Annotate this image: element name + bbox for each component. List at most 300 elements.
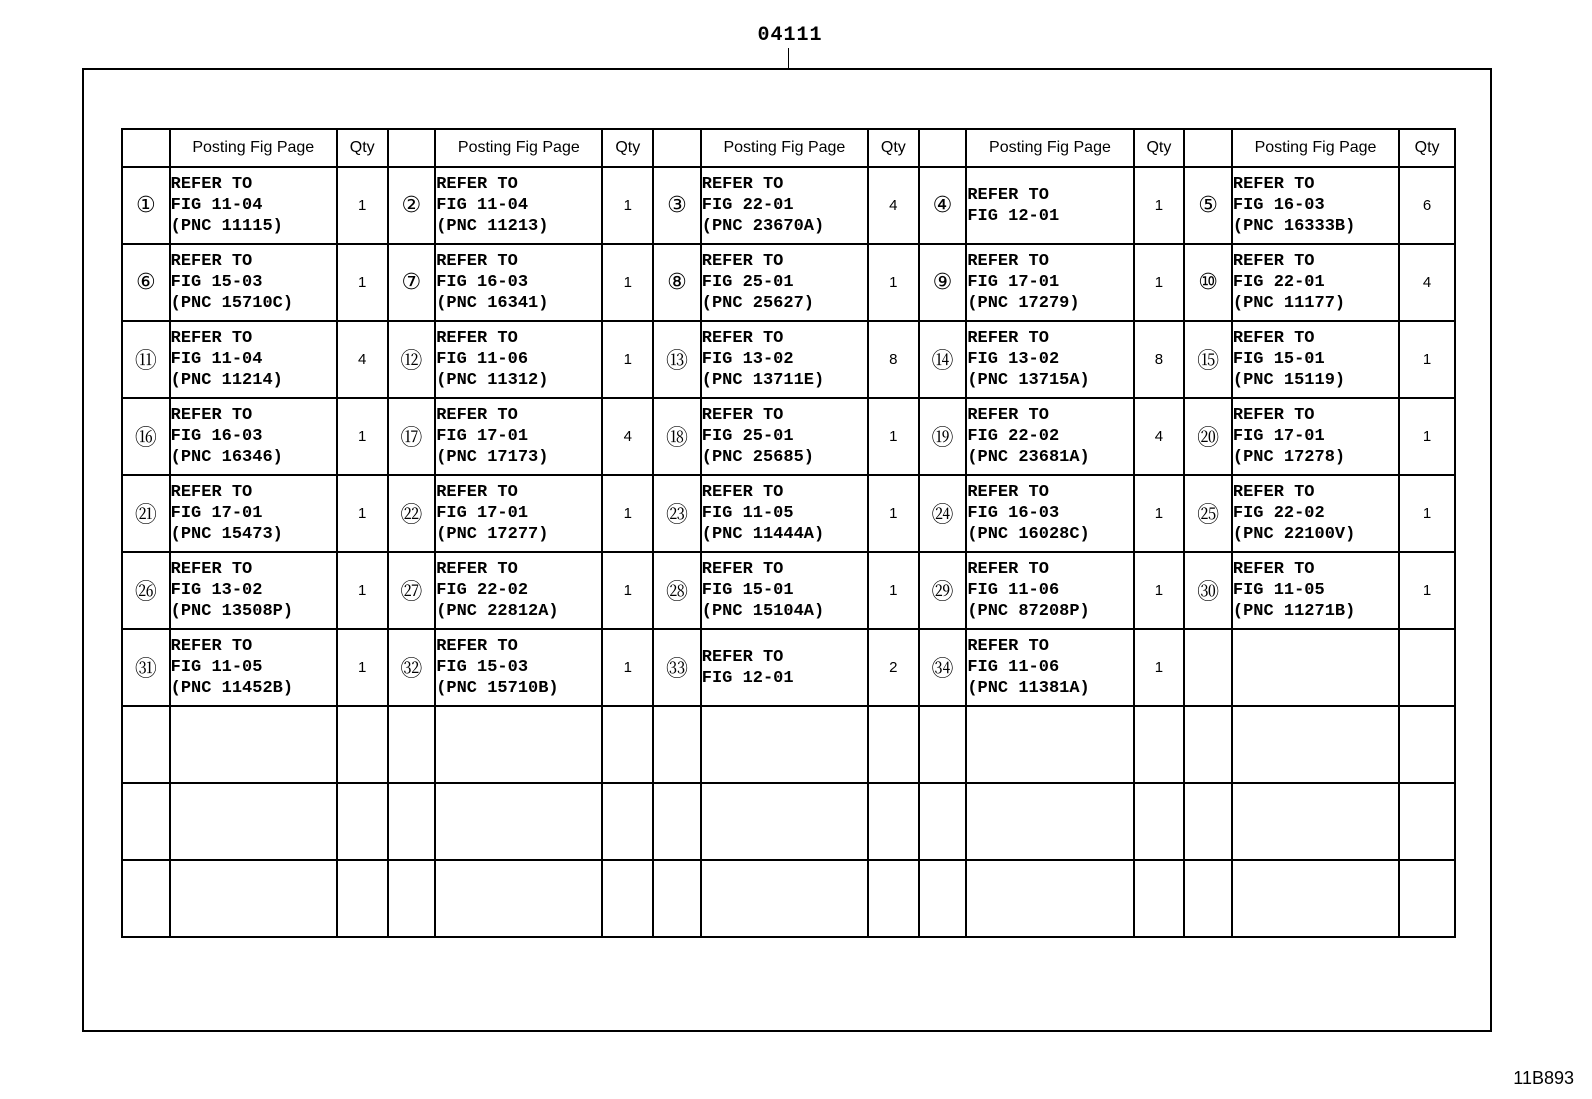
empty-cell xyxy=(170,706,337,783)
reference-line1: REFER TO xyxy=(701,647,784,667)
part-number: 04111 xyxy=(757,24,823,47)
quantity: 1 xyxy=(337,552,388,629)
reference-cell xyxy=(1232,629,1399,706)
reference-cell xyxy=(1232,321,1399,398)
empty-cell xyxy=(966,783,1133,860)
quantity: 1 xyxy=(1399,552,1455,629)
reference-line1: REFER TO xyxy=(701,252,784,271)
reference-cell xyxy=(170,475,337,552)
reference-line3: (PNC 25685) xyxy=(701,448,814,467)
reference-line1: REFER TO xyxy=(701,175,784,194)
empty-cell xyxy=(435,706,602,783)
empty-cell xyxy=(919,706,967,783)
reference-line2: FIG 16-03 xyxy=(170,427,263,446)
figure-code: 11B893 xyxy=(1513,1068,1574,1088)
reference-line1: REFER TO xyxy=(170,637,253,656)
reference-line2: FIG 16-03 xyxy=(1232,196,1325,215)
reference-line3: (PNC 13715A) xyxy=(967,371,1090,390)
empty-cell xyxy=(1184,860,1232,937)
reference-line1: REFER TO xyxy=(170,483,253,502)
reference-line2: FIG 11-04 xyxy=(436,196,529,215)
empty-cell xyxy=(653,860,701,937)
item-number: ㉒ xyxy=(388,475,436,552)
reference-line3: (PNC 15710C) xyxy=(170,294,294,313)
reference-line3: (PNC 25627) xyxy=(701,294,814,313)
reference-cell xyxy=(966,552,1133,629)
reference-line2: FIG 25-01 xyxy=(701,273,794,292)
reference-line3: (PNC 17278) xyxy=(1232,448,1346,467)
reference-text xyxy=(967,328,1132,391)
reference-line2: FIG 11-05 xyxy=(170,658,263,677)
quantity: 1 xyxy=(1399,321,1455,398)
reference-cell xyxy=(1232,552,1399,629)
empty-cell xyxy=(966,860,1133,937)
part-number-leader-line xyxy=(788,48,789,68)
item-number: ⑰ xyxy=(388,398,436,475)
reference-text xyxy=(1233,559,1398,622)
reference-text xyxy=(967,636,1132,699)
reference-text xyxy=(436,251,601,314)
item-number: ⑦ xyxy=(388,244,436,321)
reference-cell xyxy=(966,167,1133,244)
reference-text xyxy=(967,185,1132,227)
header-number-blank xyxy=(388,129,436,167)
reference-line1: REFER TO xyxy=(170,560,253,579)
item-number: ㉜ xyxy=(388,629,436,706)
reference-text xyxy=(967,251,1132,314)
quantity: 4 xyxy=(602,398,653,475)
reference-line3: (PNC 11177) xyxy=(1232,294,1346,313)
empty-cell xyxy=(701,860,868,937)
reference-line2: FIG 22-02 xyxy=(967,427,1060,446)
empty-cell xyxy=(919,860,967,937)
reference-line2: FIG 22-01 xyxy=(1232,273,1325,292)
quantity: 1 xyxy=(1134,167,1185,244)
empty-cell xyxy=(653,706,701,783)
item-number: ④ xyxy=(919,167,967,244)
empty-cell xyxy=(1232,783,1399,860)
reference-cell xyxy=(701,167,868,244)
empty-table-row xyxy=(122,783,1455,860)
reference-line1: REFER TO xyxy=(436,560,518,579)
reference-line2: FIG 13-02 xyxy=(967,350,1060,369)
header-qty: Qty xyxy=(868,129,919,167)
reference-line1: REFER TO xyxy=(1232,175,1315,194)
reference-line2: FIG 25-01 xyxy=(701,427,794,446)
reference-line2: FIG 12-01 xyxy=(701,668,794,688)
quantity: 1 xyxy=(1134,244,1185,321)
reference-line3: (PNC 13508P) xyxy=(170,602,294,621)
table-row xyxy=(122,167,1455,244)
reference-text xyxy=(1233,328,1398,391)
reference-line1: REFER TO xyxy=(170,175,253,194)
quantity: 1 xyxy=(1399,475,1455,552)
reference-line1: REFER TO xyxy=(701,560,784,579)
quantity: 4 xyxy=(1134,398,1185,475)
reference-line3: (PNC 11271B) xyxy=(1232,602,1356,621)
empty-table-row xyxy=(122,706,1455,783)
item-number: ㉙ xyxy=(919,552,967,629)
item-number: ㉞ xyxy=(919,629,967,706)
item-number: ⑫ xyxy=(388,321,436,398)
reference-text xyxy=(436,636,601,699)
reference-cell xyxy=(701,398,868,475)
reference-line1: REFER TO xyxy=(967,406,1049,425)
quantity: 1 xyxy=(337,398,388,475)
item-number: ⑳ xyxy=(1184,398,1232,475)
reference-line2: FIG 22-02 xyxy=(1232,504,1325,523)
reference-text xyxy=(171,559,336,622)
item-number: ㉘ xyxy=(653,552,701,629)
reference-line2: FIG 16-03 xyxy=(436,273,529,292)
quantity: 1 xyxy=(602,629,653,706)
reference-line1: REFER TO xyxy=(170,252,253,271)
empty-cell xyxy=(602,783,653,860)
reference-line1: REFER TO xyxy=(967,185,1049,205)
quantity: 1 xyxy=(602,244,653,321)
header-number-blank xyxy=(122,129,170,167)
reference-line3: (PNC 15710B) xyxy=(436,679,559,698)
empty-table-row xyxy=(122,860,1455,937)
reference-text xyxy=(171,174,336,237)
empty-cell xyxy=(868,706,919,783)
reference-line2: FIG 17-01 xyxy=(436,427,529,446)
reference-line1: REFER TO xyxy=(436,329,518,348)
reference-cell xyxy=(1232,244,1399,321)
reference-line3: (PNC 11312) xyxy=(436,371,549,390)
reference-line3: (PNC 87208P) xyxy=(967,602,1090,621)
header-qty: Qty xyxy=(337,129,388,167)
table-row xyxy=(122,321,1455,398)
empty-cell xyxy=(868,783,919,860)
reference-line2: FIG 11-06 xyxy=(436,350,529,369)
reference-cell xyxy=(966,244,1133,321)
reference-text xyxy=(436,559,601,622)
empty-cell xyxy=(1134,783,1185,860)
quantity: 4 xyxy=(337,321,388,398)
reference-line2: FIG 11-06 xyxy=(967,658,1060,677)
item-number: ⑩ xyxy=(1184,244,1232,321)
empty-cell xyxy=(1399,860,1455,937)
quantity: 1 xyxy=(1134,475,1185,552)
item-number xyxy=(1184,629,1232,706)
reference-line3: (PNC 15119) xyxy=(1232,371,1346,390)
reference-cell xyxy=(966,321,1133,398)
reference-text xyxy=(702,328,867,391)
reference-cell xyxy=(701,552,868,629)
header-qty: Qty xyxy=(602,129,653,167)
table-row xyxy=(122,629,1455,706)
reference-text xyxy=(436,405,601,468)
empty-cell xyxy=(122,783,170,860)
reference-line2: FIG 13-02 xyxy=(701,350,794,369)
reference-text xyxy=(1233,405,1398,468)
reference-cell xyxy=(435,398,602,475)
quantity: 1 xyxy=(868,552,919,629)
empty-cell xyxy=(337,783,388,860)
quantity: 1 xyxy=(337,629,388,706)
empty-cell xyxy=(868,860,919,937)
reference-text xyxy=(967,559,1132,622)
reference-cell xyxy=(170,398,337,475)
item-number: ㉔ xyxy=(919,475,967,552)
table-row xyxy=(122,398,1455,475)
empty-cell xyxy=(966,706,1133,783)
empty-cell xyxy=(170,860,337,937)
reference-line3: (PNC 11213) xyxy=(436,217,549,236)
item-number: ⑱ xyxy=(653,398,701,475)
reference-line2: FIG 15-03 xyxy=(436,658,529,677)
reference-cell xyxy=(966,475,1133,552)
item-number: ⑲ xyxy=(919,398,967,475)
item-number: ③ xyxy=(653,167,701,244)
reference-text xyxy=(702,559,867,622)
quantity: 1 xyxy=(602,321,653,398)
reference-line3: (PNC 11452B) xyxy=(170,679,294,698)
reference-line1: REFER TO xyxy=(701,329,784,348)
reference-cell xyxy=(435,552,602,629)
reference-line3: (PNC 16028C) xyxy=(967,525,1090,544)
reference-text xyxy=(702,647,867,689)
reference-text xyxy=(436,174,601,237)
quantity: 6 xyxy=(1399,167,1455,244)
item-number: ② xyxy=(388,167,436,244)
reference-cell xyxy=(170,552,337,629)
reference-text xyxy=(436,482,601,545)
empty-cell xyxy=(435,783,602,860)
reference-cell xyxy=(1232,398,1399,475)
reference-line1: REFER TO xyxy=(436,252,518,271)
header-row xyxy=(122,129,1455,167)
reference-line1: REFER TO xyxy=(967,329,1049,348)
quantity: 1 xyxy=(868,244,919,321)
quantity: 1 xyxy=(337,475,388,552)
reference-line2: FIG 15-03 xyxy=(170,273,263,292)
empty-cell xyxy=(435,860,602,937)
reference-cell xyxy=(701,629,868,706)
header-posting-fig-page: Posting Fig Page xyxy=(966,129,1133,167)
reference-line3: (PNC 17279) xyxy=(967,294,1080,313)
reference-text xyxy=(171,482,336,545)
reference-line1: REFER TO xyxy=(967,637,1049,656)
reference-line3: (PNC 17277) xyxy=(436,525,549,544)
item-number: ⑭ xyxy=(919,321,967,398)
reference-cell xyxy=(435,244,602,321)
quantity: 1 xyxy=(337,244,388,321)
reference-line3: (PNC 11444A) xyxy=(701,525,825,544)
quantity xyxy=(1399,629,1455,706)
reference-cell xyxy=(435,167,602,244)
quantity: 1 xyxy=(602,552,653,629)
reference-line1: REFER TO xyxy=(1232,329,1315,348)
reference-text xyxy=(702,251,867,314)
reference-line1: REFER TO xyxy=(170,329,253,348)
empty-cell xyxy=(919,783,967,860)
reference-line2: FIG 17-01 xyxy=(170,504,263,523)
header-number-blank xyxy=(653,129,701,167)
empty-cell xyxy=(1232,706,1399,783)
header-posting-fig-page: Posting Fig Page xyxy=(435,129,602,167)
reference-line3: (PNC 16346) xyxy=(170,448,283,467)
quantity: 4 xyxy=(1399,244,1455,321)
reference-line3: (PNC 22100V) xyxy=(1232,525,1356,544)
empty-cell xyxy=(122,860,170,937)
reference-line3: (PNC 22812A) xyxy=(436,602,559,621)
table-body xyxy=(122,167,1455,937)
item-number: ㉑ xyxy=(122,475,170,552)
item-number: ㉛ xyxy=(122,629,170,706)
reference-line2: FIG 16-03 xyxy=(967,504,1060,523)
empty-cell xyxy=(122,706,170,783)
reference-line1: REFER TO xyxy=(1232,560,1315,579)
empty-cell xyxy=(701,783,868,860)
empty-cell xyxy=(1399,783,1455,860)
reference-line2: FIG 11-04 xyxy=(170,196,263,215)
reference-line2: FIG 11-05 xyxy=(701,504,794,523)
reference-line1: REFER TO xyxy=(436,483,518,502)
reference-text xyxy=(171,328,336,391)
quantity: 1 xyxy=(602,167,653,244)
reference-cell xyxy=(170,629,337,706)
reference-cell xyxy=(701,321,868,398)
reference-line2: FIG 17-01 xyxy=(1232,427,1325,446)
reference-line3: (PNC 23670A) xyxy=(701,217,825,236)
empty-cell xyxy=(701,706,868,783)
reference-line2: FIG 11-04 xyxy=(170,350,263,369)
empty-cell xyxy=(1399,706,1455,783)
reference-text xyxy=(967,405,1132,468)
header-qty: Qty xyxy=(1134,129,1185,167)
empty-cell xyxy=(1134,860,1185,937)
item-number: ⑤ xyxy=(1184,167,1232,244)
reference-text xyxy=(171,405,336,468)
empty-cell xyxy=(337,706,388,783)
reference-line1: REFER TO xyxy=(436,175,518,194)
empty-cell xyxy=(602,706,653,783)
reference-line2: FIG 17-01 xyxy=(436,504,529,523)
empty-cell xyxy=(388,783,436,860)
reference-cell xyxy=(701,244,868,321)
reference-line1: REFER TO xyxy=(967,252,1049,271)
header-posting-fig-page: Posting Fig Page xyxy=(1232,129,1399,167)
header-number-blank xyxy=(1184,129,1232,167)
quantity: 4 xyxy=(868,167,919,244)
reference-line1: REFER TO xyxy=(967,483,1049,502)
reference-text xyxy=(702,405,867,468)
reference-line2: FIG 13-02 xyxy=(170,581,263,600)
reference-cell xyxy=(1232,475,1399,552)
reference-text xyxy=(702,174,867,237)
reference-cell xyxy=(435,475,602,552)
reference-line2: FIG 22-02 xyxy=(436,581,529,600)
table-header xyxy=(122,129,1455,167)
empty-cell xyxy=(653,783,701,860)
item-number: ㉖ xyxy=(122,552,170,629)
quantity: 1 xyxy=(1134,552,1185,629)
empty-cell xyxy=(170,783,337,860)
reference-text xyxy=(171,636,336,699)
reference-line2: FIG 12-01 xyxy=(967,206,1060,226)
reference-line3: (PNC 23681A) xyxy=(967,448,1090,467)
reference-cell xyxy=(435,629,602,706)
reference-cell xyxy=(170,244,337,321)
reference-line3: (PNC 16333B) xyxy=(1232,217,1356,236)
empty-cell xyxy=(1184,706,1232,783)
reference-cell xyxy=(170,167,337,244)
reference-line3: (PNC 11214) xyxy=(170,371,283,390)
empty-cell xyxy=(1232,860,1399,937)
reference-line1: REFER TO xyxy=(967,560,1049,579)
table-row xyxy=(122,244,1455,321)
header-number-blank xyxy=(919,129,967,167)
item-number: ㉕ xyxy=(1184,475,1232,552)
reference-line2: FIG 15-01 xyxy=(701,581,794,600)
item-number: ⑯ xyxy=(122,398,170,475)
reference-cell xyxy=(1232,167,1399,244)
item-number: ① xyxy=(122,167,170,244)
reference-line1: REFER TO xyxy=(1232,252,1315,271)
reference-table xyxy=(121,128,1456,938)
reference-line3: (PNC 11115) xyxy=(170,217,283,236)
reference-text xyxy=(1233,482,1398,545)
quantity: 1 xyxy=(602,475,653,552)
empty-cell xyxy=(1184,783,1232,860)
reference-line1: REFER TO xyxy=(1232,406,1315,425)
header-posting-fig-page: Posting Fig Page xyxy=(170,129,337,167)
reference-line3: (PNC 15473) xyxy=(170,525,283,544)
item-number: ⑨ xyxy=(919,244,967,321)
item-number: ⑧ xyxy=(653,244,701,321)
reference-line3: (PNC 13711E) xyxy=(701,371,825,390)
empty-cell xyxy=(388,706,436,783)
reference-line3: (PNC 17173) xyxy=(436,448,549,467)
item-number: ㉓ xyxy=(653,475,701,552)
quantity: 8 xyxy=(1134,321,1185,398)
empty-cell xyxy=(602,860,653,937)
reference-line2: FIG 17-01 xyxy=(967,273,1060,292)
reference-cell xyxy=(966,398,1133,475)
reference-line3: (PNC 16341) xyxy=(436,294,549,313)
quantity: 1 xyxy=(868,398,919,475)
reference-text xyxy=(436,328,601,391)
reference-line1: REFER TO xyxy=(701,483,784,502)
reference-line2: FIG 11-05 xyxy=(1232,581,1325,600)
item-number: ⑪ xyxy=(122,321,170,398)
header-qty: Qty xyxy=(1399,129,1455,167)
quantity: 1 xyxy=(337,167,388,244)
reference-cell xyxy=(701,475,868,552)
quantity: 1 xyxy=(1399,398,1455,475)
reference-line1: REFER TO xyxy=(436,637,518,656)
item-number: ㉝ xyxy=(653,629,701,706)
reference-cell xyxy=(966,629,1133,706)
reference-cell xyxy=(170,321,337,398)
quantity: 2 xyxy=(868,629,919,706)
reference-line1: REFER TO xyxy=(1232,483,1315,502)
empty-cell xyxy=(388,860,436,937)
reference-line3: (PNC 15104A) xyxy=(701,602,825,621)
reference-text xyxy=(702,482,867,545)
reference-line1: REFER TO xyxy=(170,406,253,425)
quantity: 1 xyxy=(868,475,919,552)
header-posting-fig-page: Posting Fig Page xyxy=(701,129,868,167)
reference-text xyxy=(1233,174,1398,237)
reference-cell xyxy=(435,321,602,398)
table-row xyxy=(122,475,1455,552)
quantity: 8 xyxy=(868,321,919,398)
item-number: ⑬ xyxy=(653,321,701,398)
reference-line2: FIG 15-01 xyxy=(1232,350,1325,369)
